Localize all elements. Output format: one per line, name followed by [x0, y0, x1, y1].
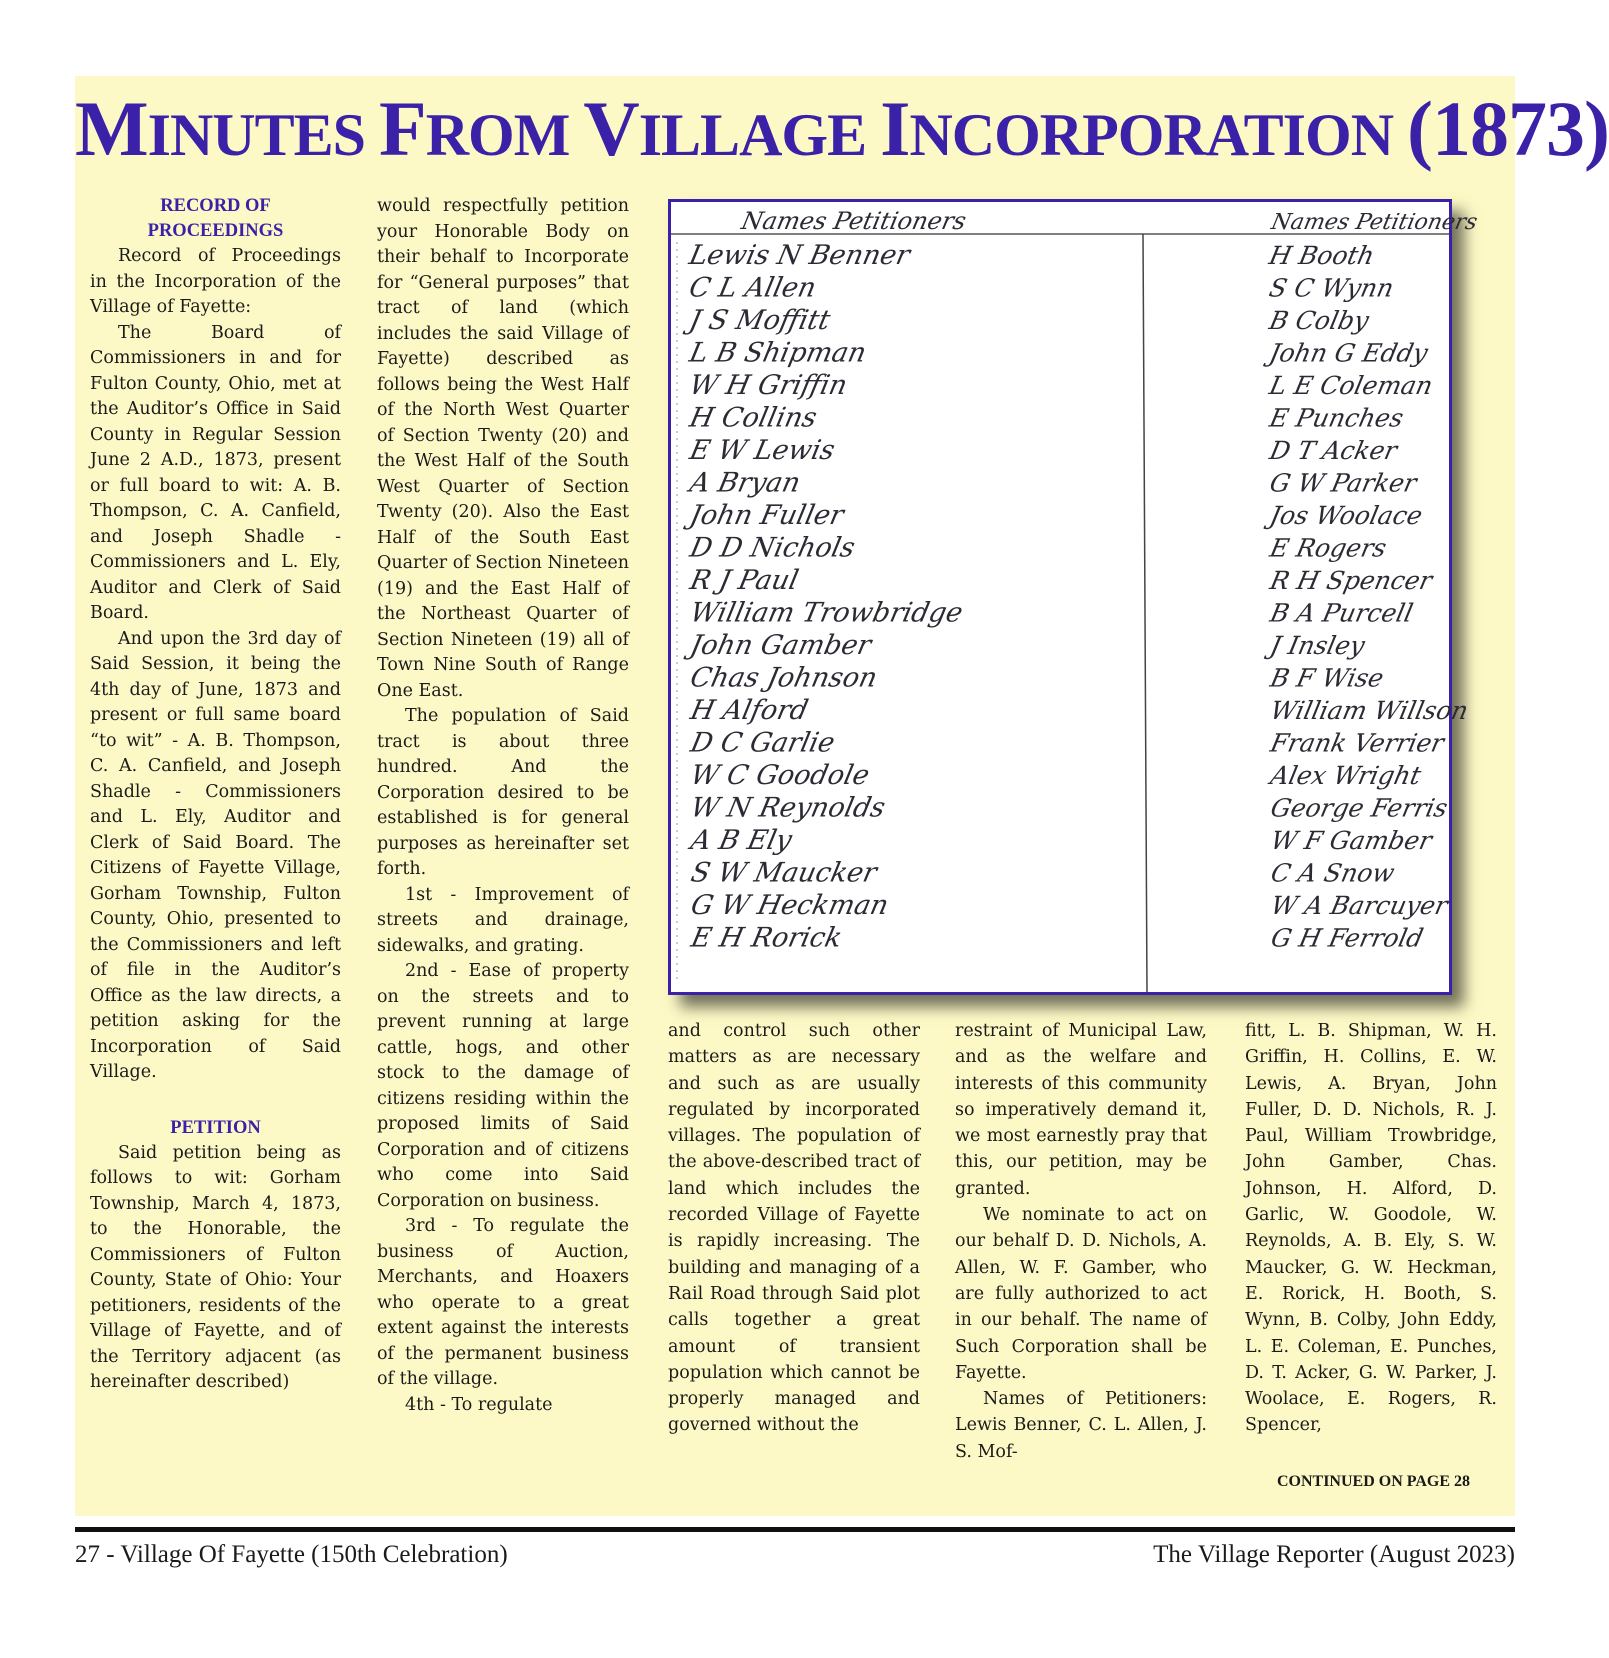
- paragraph: 1st - Improvement of streets and drainage, sidewalks, and grating.: [377, 884, 629, 956]
- article-column-5: [1245, 1018, 1497, 1439]
- handwritten-name: W C Goodole: [687, 760, 873, 791]
- paragraph: and control such other matters as are necessary and such as are usually regulated by incorporated villages. The population of the above-described tract of land which includes the recorded Village of Fayette is rapidly increasing. The building and managing of a Rail Road through Said plot calls together a great amount of transient population which cannot be properly managed and governed without the: [668, 1021, 920, 1436]
- handwritten-name: William Trowbridge: [687, 597, 966, 629]
- article-column-2: [377, 194, 629, 1418]
- handwritten-name: G H Ferrold: [1268, 923, 1426, 953]
- handwritten-name: Chas Johnson: [687, 662, 880, 694]
- handwritten-name: Frank Verrier: [1267, 728, 1447, 758]
- handwritten-name: E Punches: [1267, 403, 1406, 433]
- footer-publication: The Village Reporter (August 2023): [1153, 1541, 1515, 1568]
- section-heading-record: RECORD OF PROCEEDINGS: [147, 196, 284, 241]
- handwritten-name: W N Reynolds: [687, 792, 888, 824]
- footer-page-label: 27 - Village Of Fayette (150th Celebration): [75, 1541, 508, 1568]
- petition-document-image: [668, 199, 1480, 995]
- paragraph: And upon the 3rd day of Said Session, it being the 4th day of June, 1873 and present or full same board “to wit” - A. B. Thompson, C. A. Canfield, and Joseph Shadle - Commissioners and L. Ely, Auditor and Clerk of Said Board. The Citizens of Fayette Village, Gorham Township, Fulton County, Ohio, presented to the Commissioners and left of file in the Auditor’s Office as the law directs, a petition asking for the Incorporation of Said Village.: [90, 628, 341, 1082]
- page-title: [75, 85, 1609, 172]
- handwritten-name: Lewis N Benner: [686, 240, 913, 271]
- title-part: F: [379, 85, 426, 172]
- paragraph: The population of Said tract is about three hundred. And the Corporation desired to be established is for general purposes as hereinafter set forth.: [377, 706, 629, 879]
- title-part: V: [583, 85, 639, 172]
- paragraph: Names of Petitioners: Lewis Benner, C. L. Allen, J. S. Mof-: [955, 1389, 1207, 1462]
- paragraph: restraint of Municipal Law, and as the welfare and interests of this community so imperatively demand it, we most earnestly pray that this, our petition, may be granted.: [955, 1021, 1207, 1199]
- handwritten-name: E Rogers: [1267, 533, 1390, 563]
- handwritten-name: R H Spencer: [1267, 566, 1435, 595]
- handwritten-name: John Fuller: [687, 500, 847, 531]
- handwritten-name: W F Gamber: [1268, 826, 1435, 855]
- footer-rule: [75, 1527, 1515, 1532]
- handwritten-name: George Ferris: [1268, 793, 1451, 823]
- doc-header-right: Names Petitioners: [1268, 209, 1480, 235]
- doc-header-left: Names Petitioners: [738, 206, 969, 235]
- handwritten-name: John G Eddy: [1266, 338, 1431, 368]
- article-column-1: [90, 194, 341, 1396]
- handwritten-name: William Willson: [1267, 696, 1471, 725]
- handwritten-name: S W Maucker: [688, 857, 880, 889]
- title-part: NCORPORATION: [909, 102, 1408, 168]
- paragraph: would respectfully petition your Honorable Body on their behalf to Incorporate for “General purposes” that tract of land (which includes the said Village of Fayette) described as follows being the West Half of the North West Quarter of Section Twenty (20) and the West Half of the South West Quarter of Section Twenty (20). Also the East Half of the South East Quarter of Section Nineteen (19) and the East Half of the Northeast Quarter of Section Nineteen (19) all of Town Nine South of Range One East.: [377, 196, 630, 701]
- handwritten-name: John Gamber: [687, 630, 874, 661]
- paragraph: Record of Proceedings in the Incorporation of the Village of Fayette:: [90, 246, 341, 317]
- paragraph: fitt, L. B. Shipman, W. H. Griffin, H. Collins, E. W. Lewis, A. Bryan, John Fuller, D. D. Nichols, R. J. Paul, William Trowbridge, John Gamber, Chas. Johnson, H. Alford, D. Garlic, W. Goodole, W. Reynolds, A. B. Ely, S. W. Maucker, G. W. Heckman, E. Rorick, H. Booth, S. Wynn, B. Colby, John Eddy, L. E. Coleman, E. Punches, D. T. Acker, G. W. Parker, J. Woolace, E. Rogers, R. Spencer,: [1245, 1021, 1497, 1436]
- paragraph: 2nd - Ease of property on the streets and to prevent running at large cattle, hogs, and other stock to the damage of citizens residing within the proposed limits of Said Corporation and of citizens who come into Said Corporation on business.: [377, 961, 629, 1211]
- handwritten-name: G W Parker: [1267, 468, 1420, 498]
- handwritten-name: C L Allen: [686, 272, 819, 304]
- title-year: (1873): [1407, 85, 1609, 172]
- handwritten-name: D D Nichols: [687, 532, 858, 564]
- handwritten-name: Jos Woolace: [1267, 501, 1425, 530]
- paragraph: 4th - To regulate: [405, 1394, 553, 1415]
- handwritten-name: H Alford: [687, 695, 811, 726]
- handwritten-name: W H Griffin: [686, 370, 850, 401]
- handwritten-name: J S Moffitt: [686, 305, 833, 336]
- paragraph: Said petition being as follows to wit: Gorham Township, March 4, 1873, to the Honorable, the Commissioners of Fulton County, State of Ohio: Your petitioners, residents of the Village of Fayette, and of the Territory adjacent (as hereinafter described): [90, 1142, 341, 1392]
- handwritten-name: L B Shipman: [686, 337, 869, 369]
- handwritten-name: A Bryan: [686, 467, 804, 499]
- paragraph: We nominate to act on our behalf D. D. Nichols, A. Allen, W. F. Gamber, who are fully authorized to act in our behalf. The name of Such Corporation shall be Fayette.: [955, 1205, 1207, 1383]
- handwritten-name: E H Rorick: [688, 922, 845, 954]
- paragraph: 3rd - To regulate the business of Auction, Merchants, and Hoaxers who operate to a great extent against the interests of the permanent business of the village.: [377, 1216, 629, 1389]
- title-part: I: [880, 85, 910, 172]
- title-part: INUTES: [147, 102, 380, 168]
- handwritten-name: S C Wynn: [1266, 273, 1397, 303]
- title-part: M: [75, 85, 148, 172]
- article-column-4: [955, 1018, 1207, 1465]
- handwritten-name: J Insley: [1267, 631, 1368, 660]
- handwritten-name: B Colby: [1266, 306, 1372, 335]
- title-part: ILLAGE: [638, 102, 881, 168]
- handwritten-name: L E Coleman: [1266, 371, 1436, 400]
- handwritten-name: H Booth: [1266, 241, 1377, 270]
- handwritten-name: Alex Wright: [1268, 761, 1424, 790]
- handwritten-name: B F Wise: [1267, 663, 1387, 693]
- handwritten-name: D T Acker: [1267, 436, 1400, 465]
- handwritten-name: C A Snow: [1268, 858, 1398, 888]
- continued-notice: CONTINUED ON PAGE 28: [1276, 1473, 1471, 1490]
- handwritten-name: G W Heckman: [688, 890, 892, 921]
- title-part: ROM: [425, 102, 584, 168]
- paragraph: The Board of Commissioners in and for Fulton County, Ohio, met at the Auditor’s Office in Said County in Regular Session June 2 A.D., 1873, present or full board to wit: A. B. Thompson, C. A. Canfield, and Joseph Shadle - Commissioners and L. Ely, Auditor and Clerk of Said Board.: [90, 322, 341, 623]
- handwritten-name: A B Ely: [688, 825, 795, 856]
- section-heading-petition: PETITION: [170, 1117, 261, 1138]
- column-divider: [1143, 234, 1147, 992]
- article-column-3: [668, 1018, 920, 1439]
- handwritten-name: W A Barcuyer: [1268, 891, 1451, 920]
- handwritten-names-scan: [671, 202, 1480, 992]
- handwritten-name: D C Garlie: [687, 727, 838, 759]
- handwritten-name: R J Paul: [687, 565, 802, 596]
- handwritten-name: B A Purcell: [1267, 598, 1416, 628]
- handwritten-name: E W Lewis: [686, 435, 838, 466]
- handwritten-name: H Collins: [686, 402, 820, 434]
